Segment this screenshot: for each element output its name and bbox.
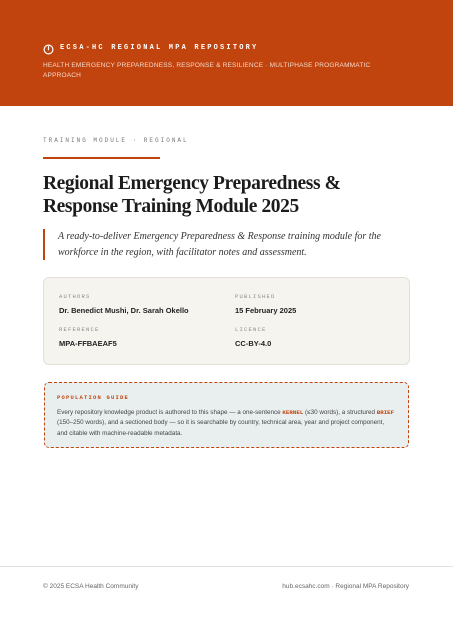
guide-text-part-1: Every repository knowledge product is authored to this shape — a one-sentence	[57, 409, 283, 416]
brief-code: BRIEF	[376, 409, 395, 416]
reference-value: MPA-FFBAEAF5	[59, 339, 117, 348]
reference-field	[59, 326, 117, 348]
page-title: Regional Emergency Preparedness & Response Training Module 2025	[43, 173, 341, 217]
licence-value: CC-BY-4.0	[235, 339, 272, 348]
brand-name: ECSA-HC REGIONAL MPA REPOSITORY	[60, 43, 259, 52]
header-subtitle: HEALTH EMERGENCY PREPAREDNESS, RESPONSE & RESILIENCE · MULTIPHASE PROGRAMMATIC APPROACH	[43, 62, 371, 79]
guide-title: POPULATION GUIDE	[57, 394, 130, 401]
published-label: PUBLISHED	[235, 293, 276, 300]
published-field	[235, 293, 296, 315]
doc-eyebrow: TRAINING MODULE · REGIONAL	[43, 137, 189, 144]
reference-label: REFERENCE	[59, 326, 100, 333]
footer-site-link[interactable]: hub.ecsahc.com · Regional MPA Repository	[282, 583, 409, 590]
authors-field	[59, 293, 189, 315]
accent-divider	[43, 157, 160, 159]
page-header	[0, 0, 453, 106]
guide-text-part-3: (150–250 words), and a sectioned body — so it is searchable by country, technical area, year and project component, and citable with machine-readable metadata.	[57, 419, 385, 437]
licence-label: LICENCE	[235, 326, 267, 333]
published-value: 15 February 2025	[235, 306, 297, 315]
power-clock-icon	[43, 42, 54, 53]
kernel-code: KERNEL	[282, 409, 304, 416]
metadata-card	[43, 277, 410, 365]
authors-label: AUTHORS	[59, 293, 91, 300]
doc-lede: A ready-to-deliver Emergency Preparedness & Response training module for the workforce in the region, with facilitator notes and assessment.	[43, 229, 411, 260]
guide-text-part-2: (≤30 words), a structured	[303, 409, 377, 416]
authors-value: Dr. Benedict Mushi, Dr. Sarah Okello	[59, 306, 189, 315]
brand-row	[43, 42, 258, 53]
footer-divider	[0, 566, 453, 567]
population-guide-callout	[44, 382, 409, 448]
footer-copyright: © 2025 ECSA Health Community	[43, 583, 139, 590]
guide-text	[57, 408, 396, 439]
licence-field	[235, 326, 271, 348]
